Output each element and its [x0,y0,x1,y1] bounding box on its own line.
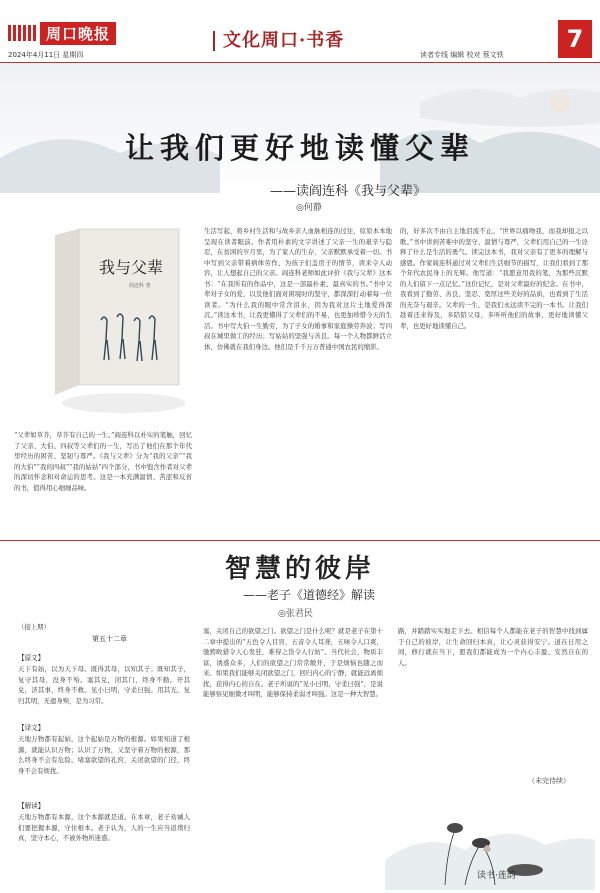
book-author-text: 阎连科 著 [129,283,151,289]
article-title: 让我们更好地读懂父辈 [124,131,475,165]
logo-text: 周口晚报 [40,22,116,45]
article-subtitle: ——读阎连科《我与父辈》 [270,184,427,199]
label-original: 【原文】 [18,654,45,662]
article2-column-2: 塞，关闭自己的欲望之门。欲望之门是什么呢？就是老子在第十二章中提出的“五色令人目盲，五音令人耳聋，五味令人口爽，驰骋畋猎令人心发狂，难得之货令人行妨”。当代社会，物质丰富，诱惑众多，人们的欲望之门常常敞开，于是烦恼也随之而来。如果我们能够关闭欲望之门，回归内心的宁静，就能远离烦扰，获得内心的自在。老子所说的“见小曰明，守柔曰强”，是说能够察见细微才叫明，能够保持柔弱才叫强。这是一种大智慧。 [203,627,383,698]
illustration-caption: 读书·莲韵 [477,871,516,881]
chapter-heading: 第五十二章 [92,635,127,643]
page-number: 7 [558,20,592,58]
book-title-text: 我与父辈 [99,258,164,277]
article1-column-2: 生活写起，将乡村生活和与故乡亲人血脉相连的过往，原原本本地呈现在读者眼前。作者用朴素的文字讲述了父亲一生的艰辛与隐忍，在贫困的岁月里，为了家人的生存，父亲默默承受着一切。书中写到父亲带着病体劳作、为孩子们盖房子的情节，读来令人动容，让人想起自己的父亲。阎连科老师如此评价《我与父辈》这本书：“在我所有的作品中，这是一部最朴素、最真实的书。”书中父辈对子女的爱，以及他们面对困境时的坚守，都深深打动着每一位读者。“为什么我的眼中常含泪水，因为我对这片土地爱得深沉。”读这本书，让我更懂得了父辈们的不易，也更加珍惜今天的生活。书中写大伯一生勤劳，为了子女的婚事和家庭操劳奔波；写四叔在城里做工的经历；写姑姑的坚强与善良。每一个人物都鲜活立体，仿佛就在我们身边。他们是千千万万普通中国农民的缩影。 [204,227,392,351]
article2-title: 智慧的彼岸 [224,554,375,584]
translation-text: 天地万物都有起始，这个起始是万物的根源。如果知道了根源，就能认识万物；认识了万物，又坚守着万物的根源，那么终身不会有危险。堵塞欲望的孔窍，关闭欲望的门径，终身不会有烦扰。 [18,735,190,775]
article-author: ◎何静 [296,203,322,213]
masthead [0,0,600,63]
article1-column-1: “父辈如草芥，草芥有自己的一生。”阎连科以朴实的笔触，回忆了父亲、大伯、四叔等父辈们的一生，写出了他们在那个年代里经历的困苦、坚韧与尊严。《我与父辈》分为“我的父亲”“我的大伯”“我的四叔”“我的姑姑”四个部分，书中饱含作者对父辈的深切怀念和对命运的思考。这是一本充满温情、苦涩和反省的书，值得用心细细品味。 [14,431,192,492]
reading-text: 天地万物都有本源，这个本源就是道。在本章，老子劝诫人们要把握本源，守住根本。老子认为，人的一生应当返璞归真，坚守本心，不被外物所迷惑。 [18,813,190,842]
newspaper-logo [8,22,143,44]
book-cover-image [49,225,185,425]
continued-note: （接上期） [18,623,50,631]
article2-column-3: 路，并踏踏实实地走下去。相信每个人都能在老子的智慧中找到属于自己的彼岸，让生命回归本真，让心灵获得安宁。道在日用之间，修行就在当下，愿我们都能成为一个内心丰盈、安然自在的人。 [398,627,588,667]
section-title [205,26,344,52]
label-reading: 【解读】 [18,802,45,810]
issue-date: 2024年4月11日 星期四 [8,51,84,59]
article2-subtitle: ——老子《道德经》解读 [243,588,376,602]
logo-stripe-icon [8,25,36,41]
article2-author: ◎张君民 [278,609,313,619]
label-translation: 【译文】 [18,724,45,732]
editor-credits: 读者专线 编辑 校对 蔡文铁 [420,51,504,59]
section-divider-line [0,540,600,541]
to-be-continued: （未完待续） [528,777,570,785]
original-text: 天下有始，以为天下母。既得其母，以知其子；既知其子，复守其母，没身不殆。塞其兑，闭其门，终身不勤。开其兑，济其事，终身不救。见小曰明，守柔曰强。用其光，复归其明，无遗身殃，是为习常。 [18,665,190,705]
article1-column-3: 的，好多次不由自主地泪流不止。“世界以痛吻我，而我却报之以歌。”书中讲到苦难中的坚守、温情与尊严，父辈们用自己的一生诠释了什么是生活的勇气。读完这本书，我对父亲有了更多的理解与感恩。作家阎连科通过对父辈们生活细节的描写，让我们看到了那个年代农民身上的光辉。他写道：“我愿意用我的笔，为那些沉默的人们留下一点记忆。”这份记忆，是对父辈最好的纪念。在书中，我看到了勤劳、善良、坚忍、宽厚这些美好的品质，也看到了生活的无奈与艰辛。父辈的一生，是我们永远读不完的一本书。让我们趁着还来得及，多陪陪父母，多听听他们的故事，更好地读懂父辈，也更好地读懂自己。 [400,227,588,330]
book-cover-icon [49,225,185,425]
section-label: 文化周口·书香 [223,30,345,51]
section-divider [213,31,215,51]
